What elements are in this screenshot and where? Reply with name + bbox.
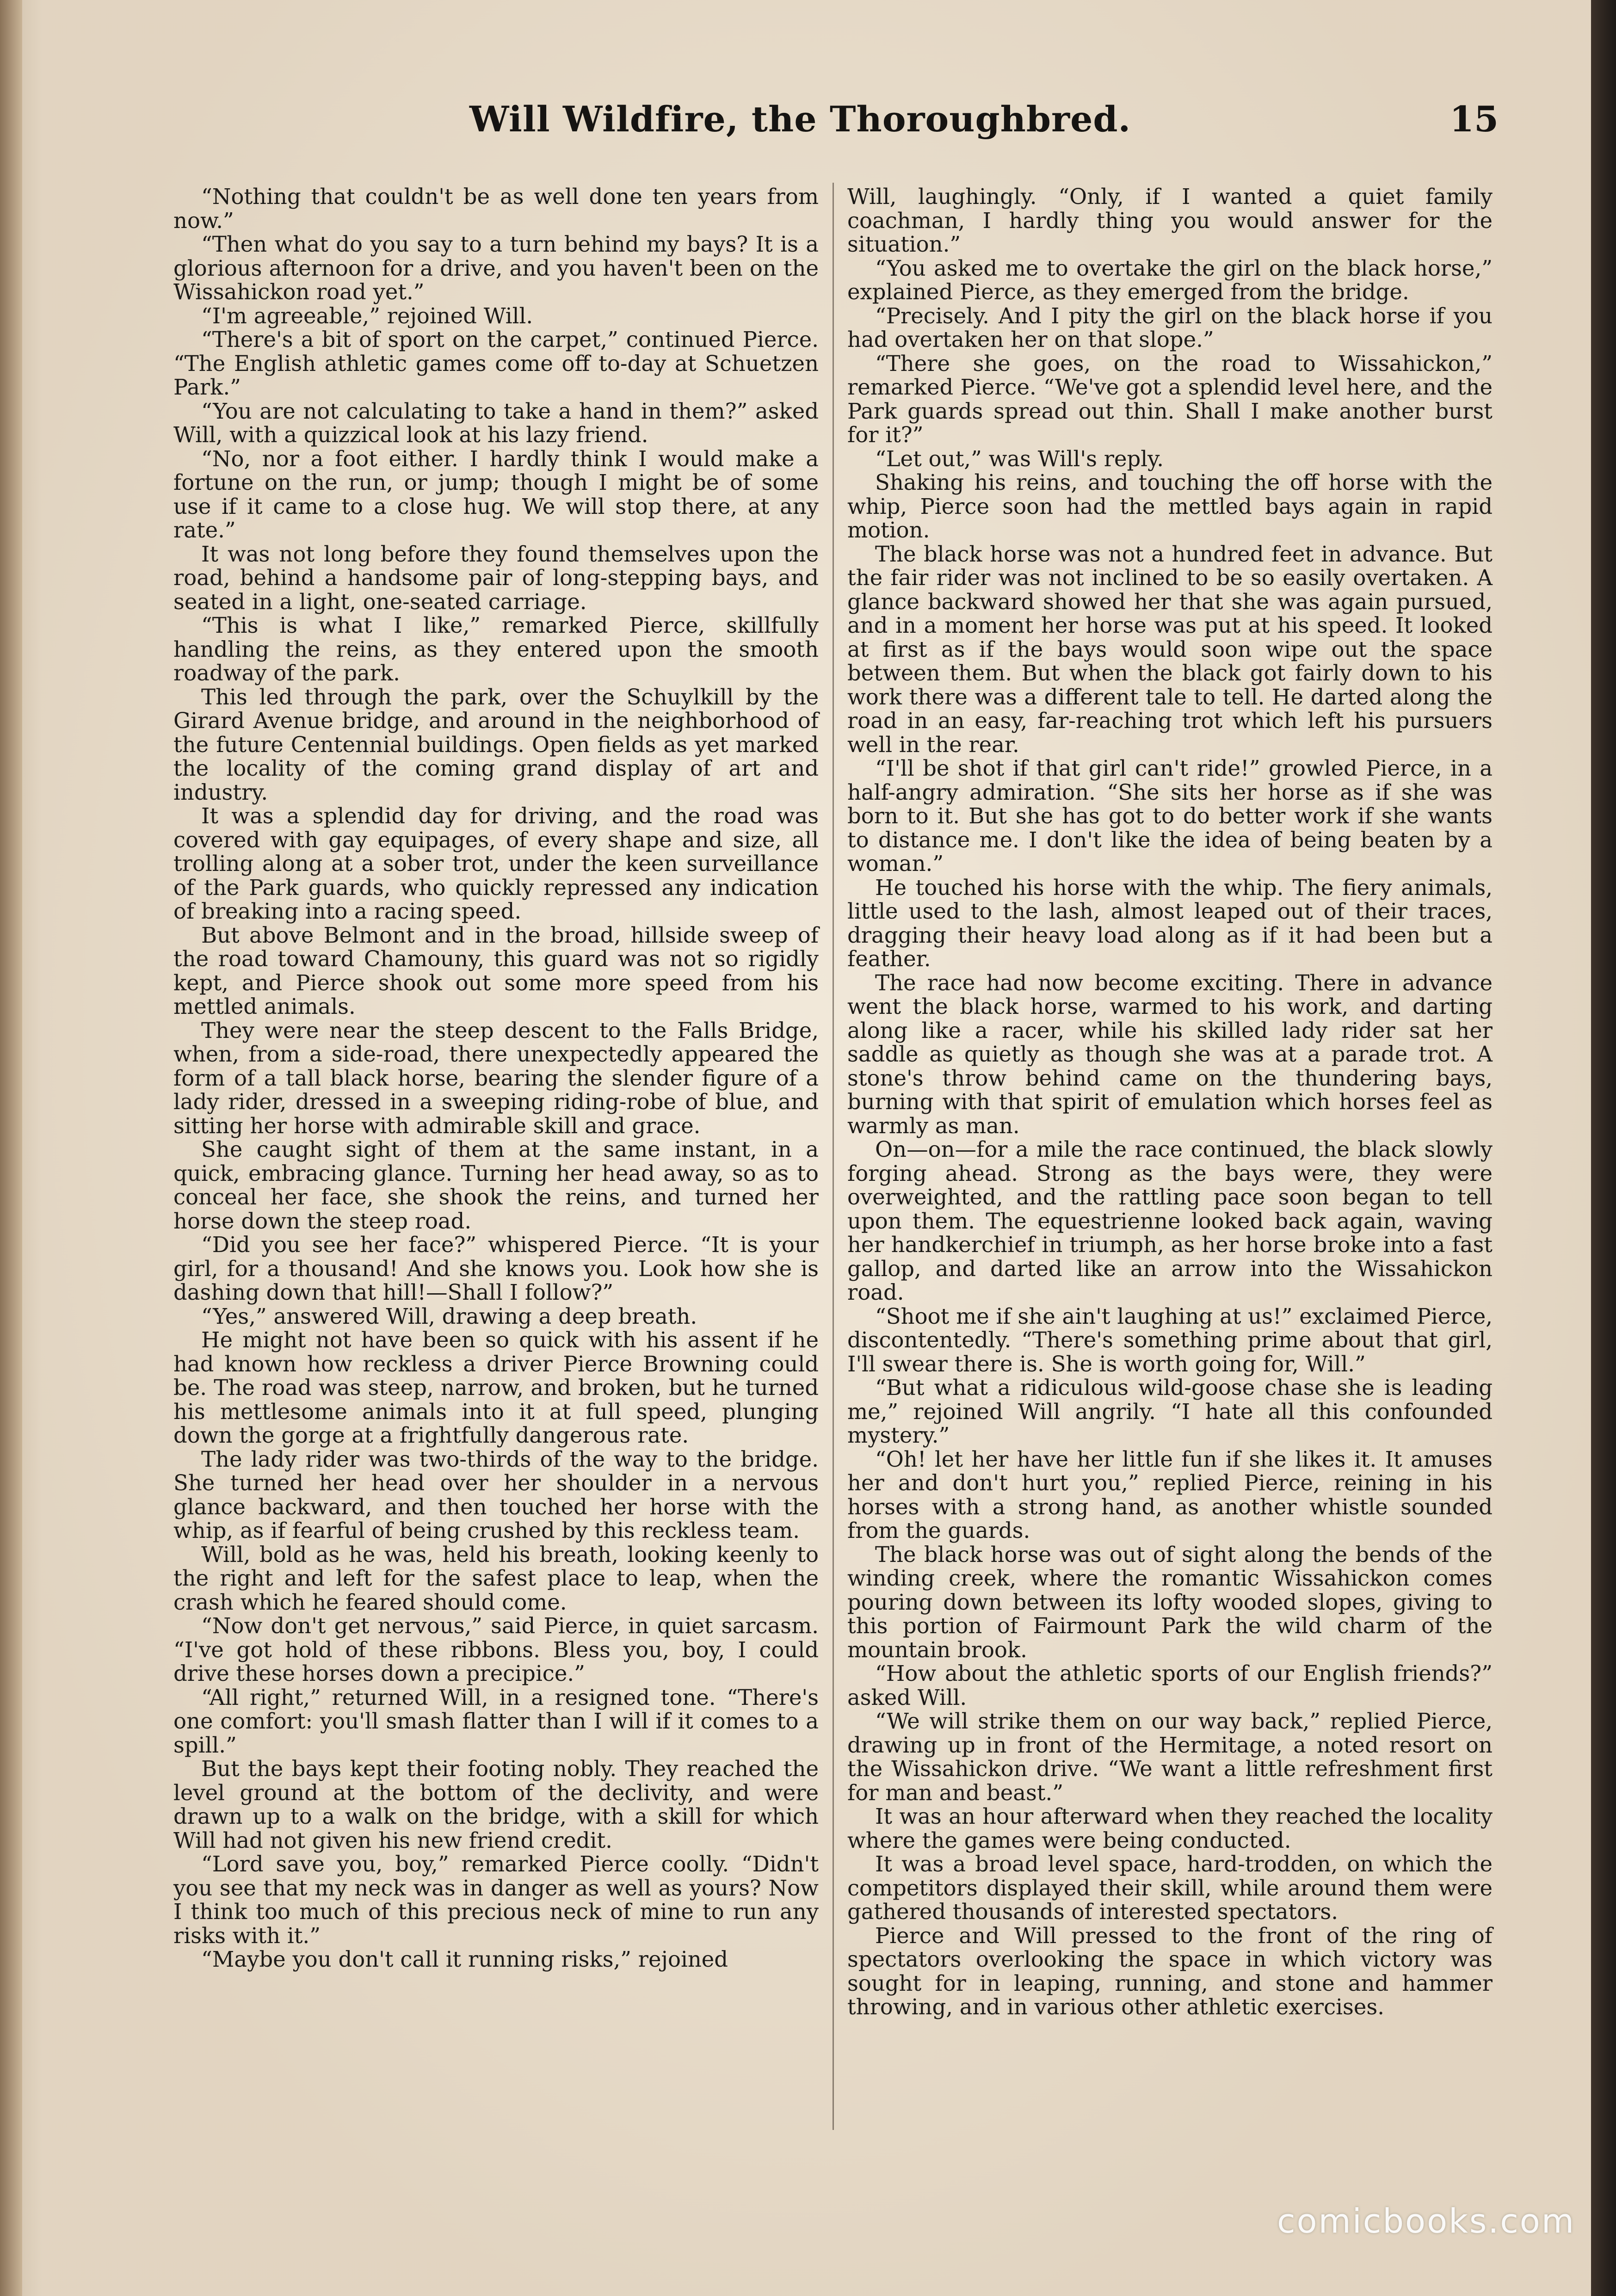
paragraph: “Shoot me if she ain't laughing at us!” exclaimed Pierce, discontentedly. “There's something prime about that girl, I'll swear there is. She is worth going for, Will.” [847,1303,1493,1376]
paragraph: It was an hour afterward when they reached the locality where the games were being conducted. [847,1804,1493,1853]
column-divider [833,183,834,2130]
paragraph: She caught sight of them at the same instant, in a quick, embracing glance. Turning her head away, so as to conceal her face, she shook the reins, and turned her horse down the steep road. [173,1137,819,1234]
paragraph: It was a broad level space, hard-trodden, on which the competitors displayed their skill, while around them were gathered thousands of interested spectators. [847,1852,1493,1924]
paragraph: “We will strike them on our way back,” replied Pierce, drawing up in front of the Hermitage, a noted resort on the Wissahickon drive. “We want a little refreshment first for man and beast.” [847,1709,1493,1805]
paragraph: Will, bold as he was, held his breath, looking keenly to the right and left for the safest place to leap, when the crash which he feared should come. [173,1542,819,1615]
paragraph: Pierce and Will pressed to the front of the ring of spectators overlooking the space in which victory was sought for in leaping, running, and stone and hammer throwing, and in various other athletic exercises. [847,1923,1493,2019]
paragraph: The lady rider was two-thirds of the way to the bridge. She turned her head over her shoulder in a nervous glance backward, and then touched her horse with the whip, as if fearful of being crushed by this reckless team. [173,1446,819,1543]
paragraph: “But what a ridiculous wild-goose chase she is leading me,” rejoined Will angrily. “I hate all this confounded mystery.” [847,1375,1493,1448]
text-column-left [173,185,819,1972]
paragraph: This led through the park, over the Schuylkill by the Girard Avenue bridge, and around in the neighborhood of the future Centennial buildings. Open fields as yet marked the locality of the coming grand display of art and industry. [173,684,819,805]
paragraph: “Maybe you don't call it running risks,” rejoined [201,1947,728,1972]
paragraph: “Now don't get nervous,” said Pierce, in quiet sarcasm. “I've got hold of these ribbons. Bless you, boy, I could drive these horses down a precipice.” [173,1613,819,1686]
paragraph: “How about the athletic sports of our English friends?” asked Will. [847,1661,1493,1710]
paragraph: The black horse was out of sight along the bends of the winding creek, where the romantic Wissahickon comes pouring down between its lofty wooded slopes, giving to this portion of Fairmount Park the wild charm of the mountain brook. [847,1542,1493,1662]
paragraph: Shaking his reins, and touching the off horse with the whip, Pierce soon had the mettled bays again in rapid motion. [847,470,1493,543]
scan-background-edge [1591,0,1616,2296]
paragraph: “Let out,” was Will's reply. [875,446,1164,471]
paragraph: “Oh! let her have her little fun if she likes it. It amuses her and don't hurt you,” replied Pierce, reining in his horses with a strong hand, as another whistle sounded from the guards. [847,1446,1493,1543]
text-column-right [847,185,1493,2019]
paragraph: The race had now become exciting. There in advance went the black horse, warmed to his work, and darting along like a racer, while his skilled lady rider sat her saddle as quietly as though she was at a parade trot. A stone's throw behind came on the thundering bays, burning with that spirit of emulation which horses feel as warmly as man. [847,970,1493,1138]
paragraph: It was a splendid day for driving, and the road was covered with gay equipages, of every shape and size, all trolling along at a sober trot, under the keen surveillance of the Park guards, who quickly repressed any indication of breaking into a racing speed. [173,803,819,924]
paragraph: But above Belmont and in the broad, hillside sweep of the road toward Chamouny, this guard was not so rigidly kept, and Pierce shook out some more speed from his mettled animals. [173,922,819,1019]
paragraph: “Then what do you say to a turn behind my bays? It is a glorious afternoon for a drive, and you haven't been on the Wissahickon road yet.” [173,232,819,304]
paragraph: “There's a bit of sport on the carpet,” continued Pierce. “The English athletic games come off to-day at Schuetzen Park.” [173,327,819,400]
paragraph: The black horse was not a hundred feet in advance. But the fair rider was not inclined to be so easily overtaken. A glance backward showed her that she was again pursued, and in a moment her horse was put at his speed. It looked at first as if the bays would soon wipe out the space between them. But when the black got fairly down to his work there was a different tale to tell. He darted along the road in an easy, far-reaching trot which left his pursuers well in the rear. [847,541,1493,757]
site-watermark: comicbooks.com [1277,2202,1575,2240]
paragraph: “Yes,” answered Will, drawing a deep breath. [201,1303,697,1329]
paragraph: “I'm agreeable,” rejoined Will. [201,303,533,328]
paragraph: “All right,” returned Will, in a resigned tone. “There's one comfort: you'll smash flatter than I will if it comes to a spill.” [173,1685,819,1758]
paragraph: “Lord save you, boy,” remarked Pierce coolly. “Didn't you see that my neck was in danger as well as yours? Now I think too much of this precious neck of mine to run any risks with it.” [173,1852,819,1948]
paragraph: “Did you see her face?” whispered Pierce. “It is your girl, for a thousand! And she knows you. Look how she is dashing down that hill!—Shall I follow?” [173,1232,819,1305]
paragraph: “I'll be shot if that girl can't ride!” growled Pierce, in a half-angry admiration. “She sits her horse as if she was born to it. But she has got to do better work if she wants to distance me. I don't like the idea of being beaten by a woman.” [847,756,1493,876]
paragraph: Will, laughingly. “Only, if I wanted a quiet family coachman, I hardly thing you would answer for the situation.” [847,184,1493,257]
page-title: Will Wildfire, the Thoroughbred. [469,99,1131,140]
paragraph: “No, nor a foot either. I hardly think I would make a fortune on the run, or jump; though I might be of some use if it came to a close hug. We will stop there, at any rate.” [173,446,819,543]
paragraph: It was not long before they found themselves upon the road, behind a handsome pair of long-stepping bays, and seated in a light, one-seated carriage. [173,541,819,614]
paragraph: “You are not calculating to take a hand in them?” asked Will, with a quizzical look at his lazy friend. [173,398,819,447]
paragraph: On—on—for a mile the race continued, the black slowly forging ahead. Strong as the bays were, they were overweighted, and the rattling pace soon began to tell upon them. The equestrienne looked back again, waving her handkerchief in triumph, as her horse broke into a fast gallop, and darted like an arrow into the Wissahickon road. [847,1137,1493,1305]
paragraph: “This is what I like,” remarked Pierce, skillfully handling the reins, as they entered upon the smooth roadway of the park. [173,613,819,685]
paragraph: He might not have been so quick with his assent if he had known how reckless a driver Pierce Browning could be. The road was steep, narrow, and broken, but he turned his mettlesome animals into it at full speed, plunging down the gorge at a frightfully dangerous rate. [173,1327,819,1448]
paragraph: He touched his horse with the whip. The fiery animals, little used to the lash, almost leaped out of their traces, dragging their heavy load along as if it had been but a feather. [847,875,1493,971]
page-number: 15 [1449,99,1499,140]
paragraph: “Nothing that couldn't be as well done ten years from now.” [173,184,819,233]
paragraph: They were near the steep descent to the Falls Bridge, when, from a side-road, there unexpectedly appeared the form of a tall black horse, bearing the slender figure of a lady rider, dressed in a sweeping riding-robe of blue, and sitting her horse with admirable skill and grace. [173,1018,819,1138]
paragraph: But the bays kept their footing nobly. They reached the level ground at the bottom of the declivity, and were drawn up to a walk on the bridge, with a skill for which Will had not given his new friend credit. [173,1756,819,1853]
page-binding-edge [0,0,22,2296]
paragraph: “You asked me to overtake the girl on the black horse,” explained Pierce, as they emerged from the bridge. [847,255,1493,304]
running-header [176,92,1499,152]
paragraph: “There she goes, on the road to Wissahickon,” remarked Pierce. “We've got a splendid level here, and the Park guards spread out thin. Shall I make another burst for it?” [847,351,1493,447]
paragraph: “Precisely. And I pity the girl on the black horse if you had overtaken her on that slope.” [847,303,1493,352]
